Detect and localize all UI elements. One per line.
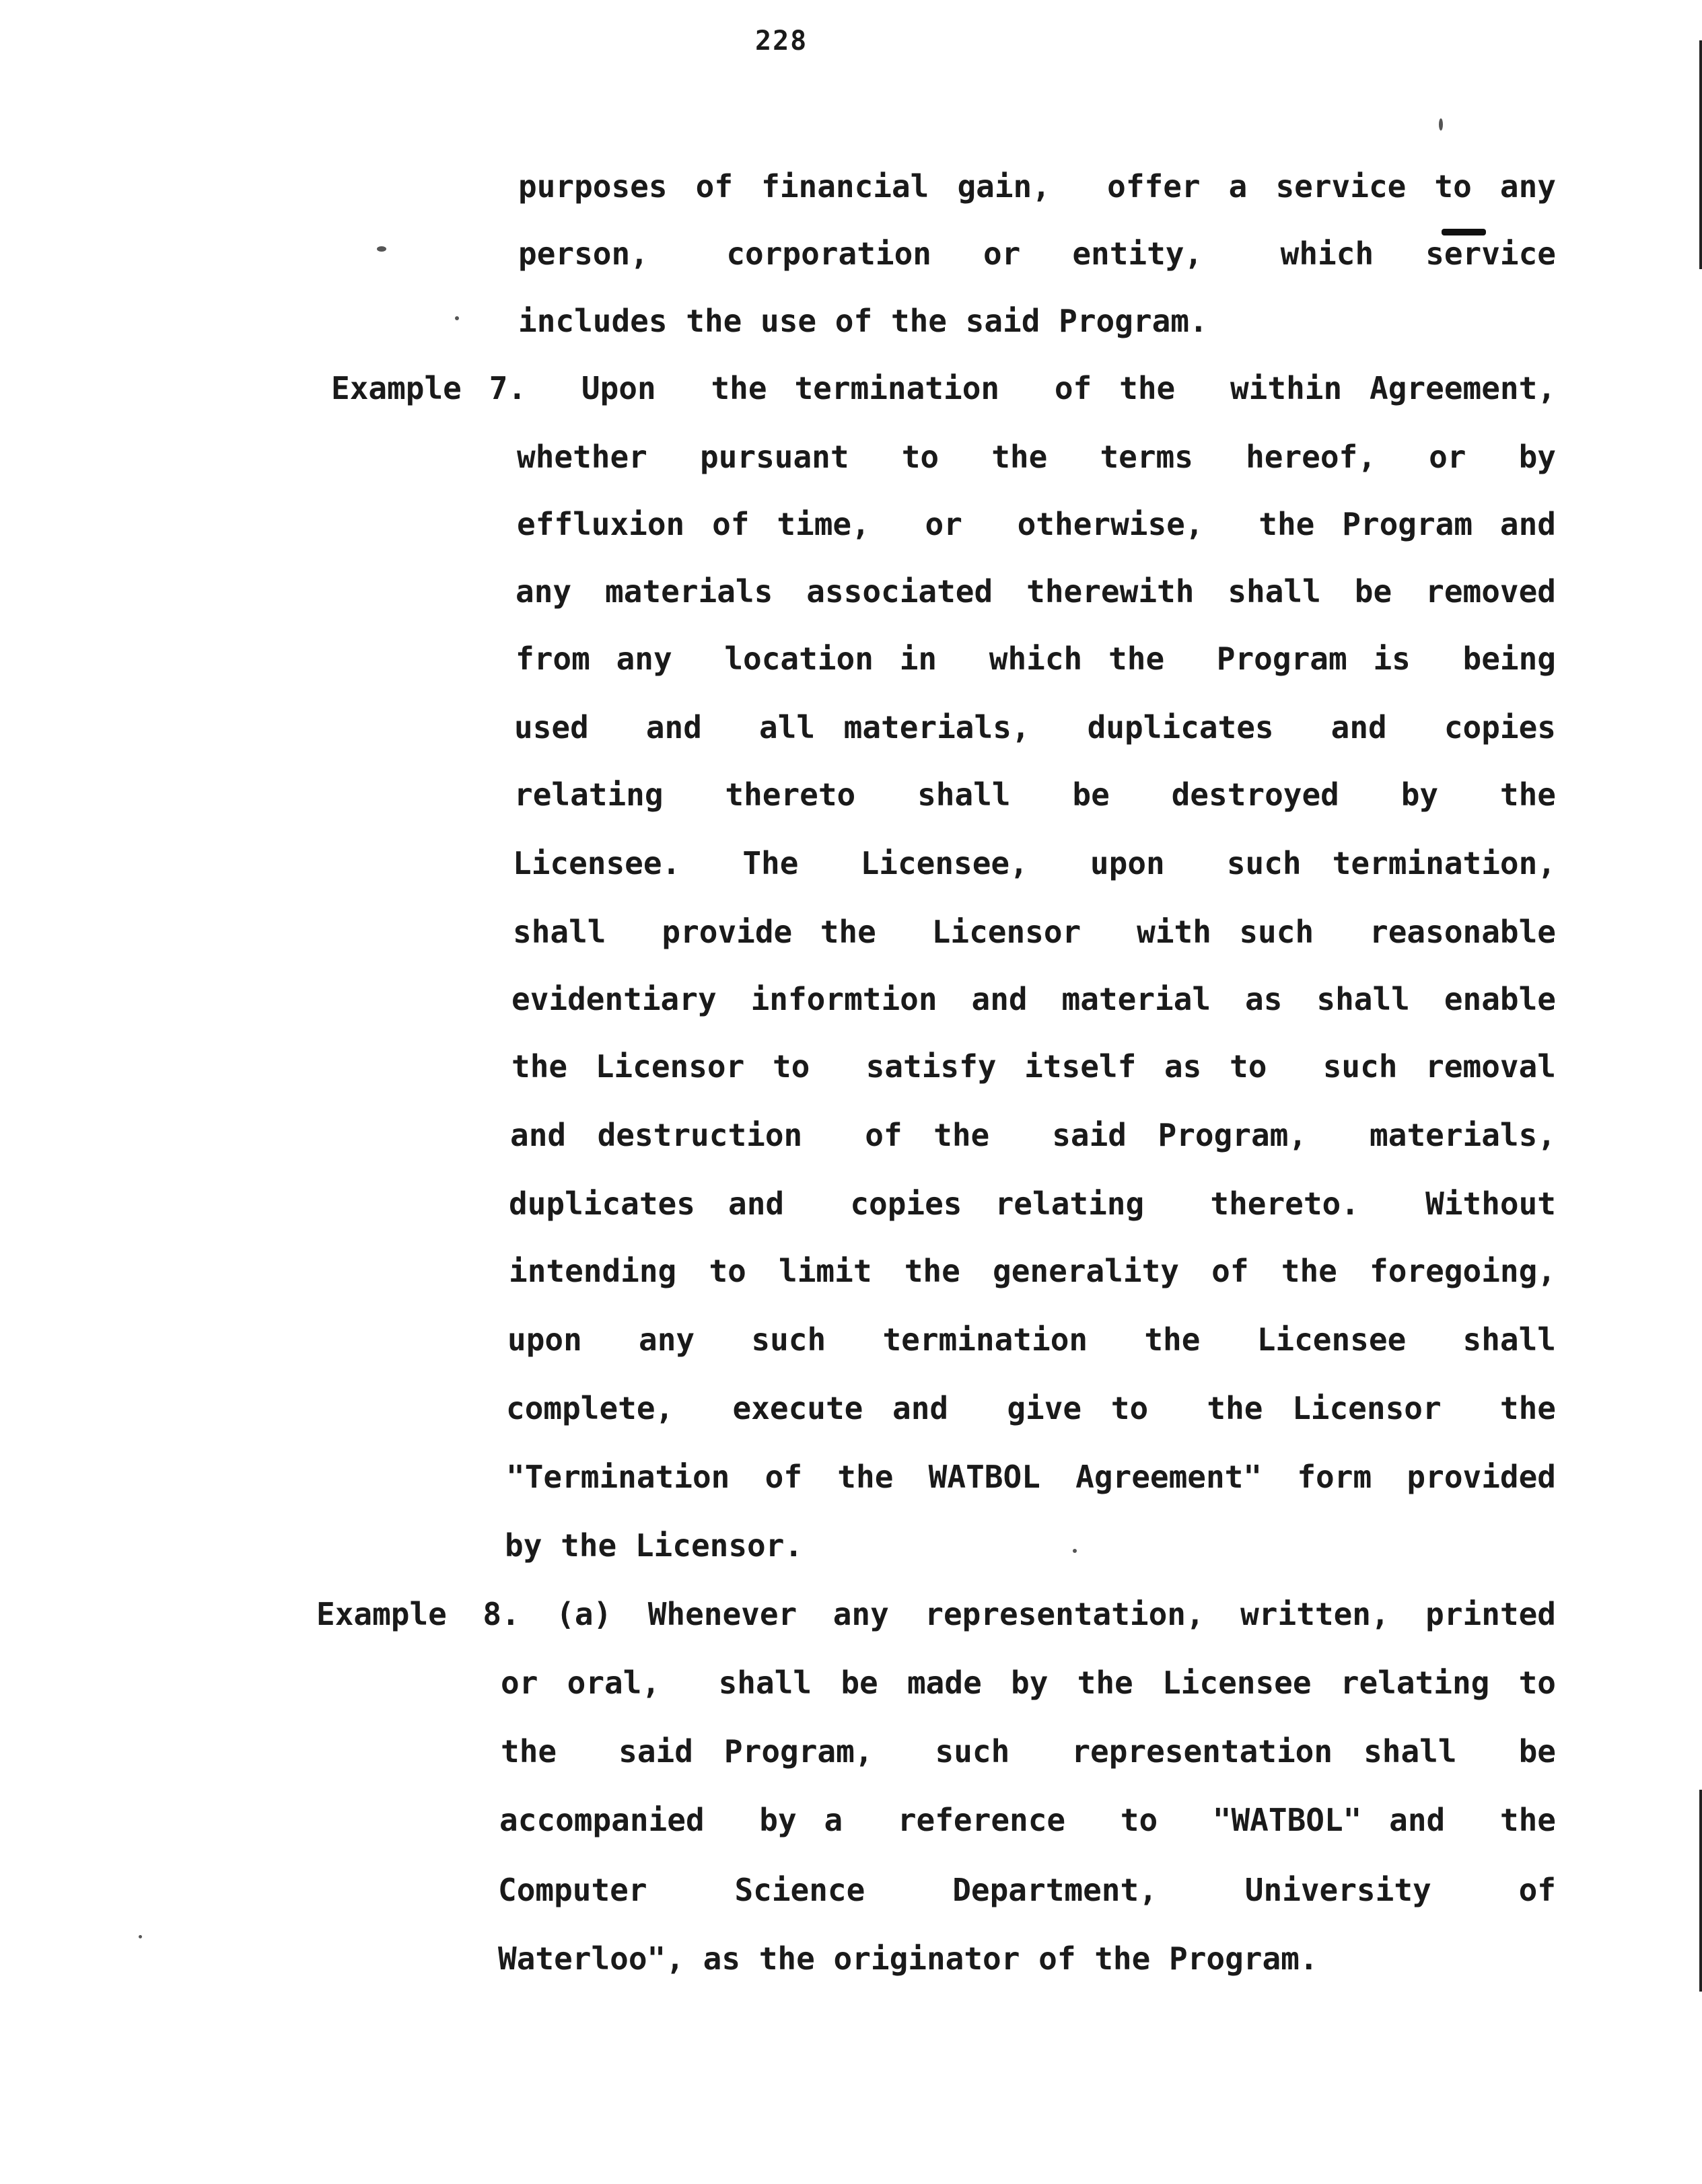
text-line: shall provide the Licensor with such reasonable [513, 914, 1556, 950]
text-line: or oral, shall be made by the Licensee relating to [501, 1665, 1556, 1701]
page-number: 228 [755, 26, 808, 57]
scan-speck [1439, 118, 1443, 131]
text-line: the Licensor to satisfy itself as to such removal [511, 1048, 1556, 1085]
text-line: from any location in which the Program is being [516, 641, 1556, 677]
scan-edge-mark [1699, 1790, 1702, 1992]
text-line: used and all materials, duplicates and copies [514, 709, 1556, 745]
scan-speck [377, 246, 386, 252]
example-8-heading-line: Example 8. (a) Whenever any representation, written, printed [316, 1596, 1556, 1632]
example-7-heading-line: Example 7. Upon the termination of the within Agreement, [331, 370, 1556, 406]
text-line: "Termination of the WATBOL Agreement" form provided [506, 1459, 1556, 1495]
text-line: Licensee. The Licensee, upon such termination, [513, 845, 1556, 881]
text-line: and destruction of the said Program, materials, [510, 1117, 1556, 1153]
scan-speck [1073, 1549, 1077, 1553]
text-line: Computer Science Department, University of [498, 1872, 1556, 1908]
text-line: evidentiary informtion and material as shall enable [511, 981, 1556, 1017]
text-line: complete, execute and give to the Licensor the [506, 1390, 1556, 1426]
text-line: by the Licensor. [505, 1527, 804, 1564]
text-line: includes the use of the said Program. [518, 303, 1208, 339]
text-line: accompanied by a reference to "WATBOL" and the [499, 1802, 1556, 1838]
text-line: person, corporation or entity, which service [518, 235, 1556, 272]
text-line: any materials associated therewith shall be removed [516, 573, 1556, 610]
text-line: intending to limit the generality of the foregoing, [509, 1253, 1556, 1289]
scan-speck [455, 316, 459, 320]
scan-speck [1442, 229, 1486, 235]
scan-edge-mark [1699, 40, 1702, 269]
text-line: duplicates and copies relating thereto. Without [509, 1186, 1556, 1222]
text-line: whether pursuant to the terms hereof, or by [517, 439, 1556, 475]
text-line: the said Program, such representation shall be [501, 1733, 1556, 1770]
text-line: effluxion of time, or otherwise, the Program and [517, 506, 1556, 542]
text-line: upon any such termination the Licensee shall [507, 1321, 1556, 1358]
scan-speck [139, 1935, 142, 1938]
text-line: relating thereto shall be destroyed by the [514, 776, 1556, 813]
text-line: purposes of financial gain, offer a service to any [518, 168, 1556, 205]
text-line: Waterloo", as the originator of the Program. [498, 1940, 1318, 1977]
